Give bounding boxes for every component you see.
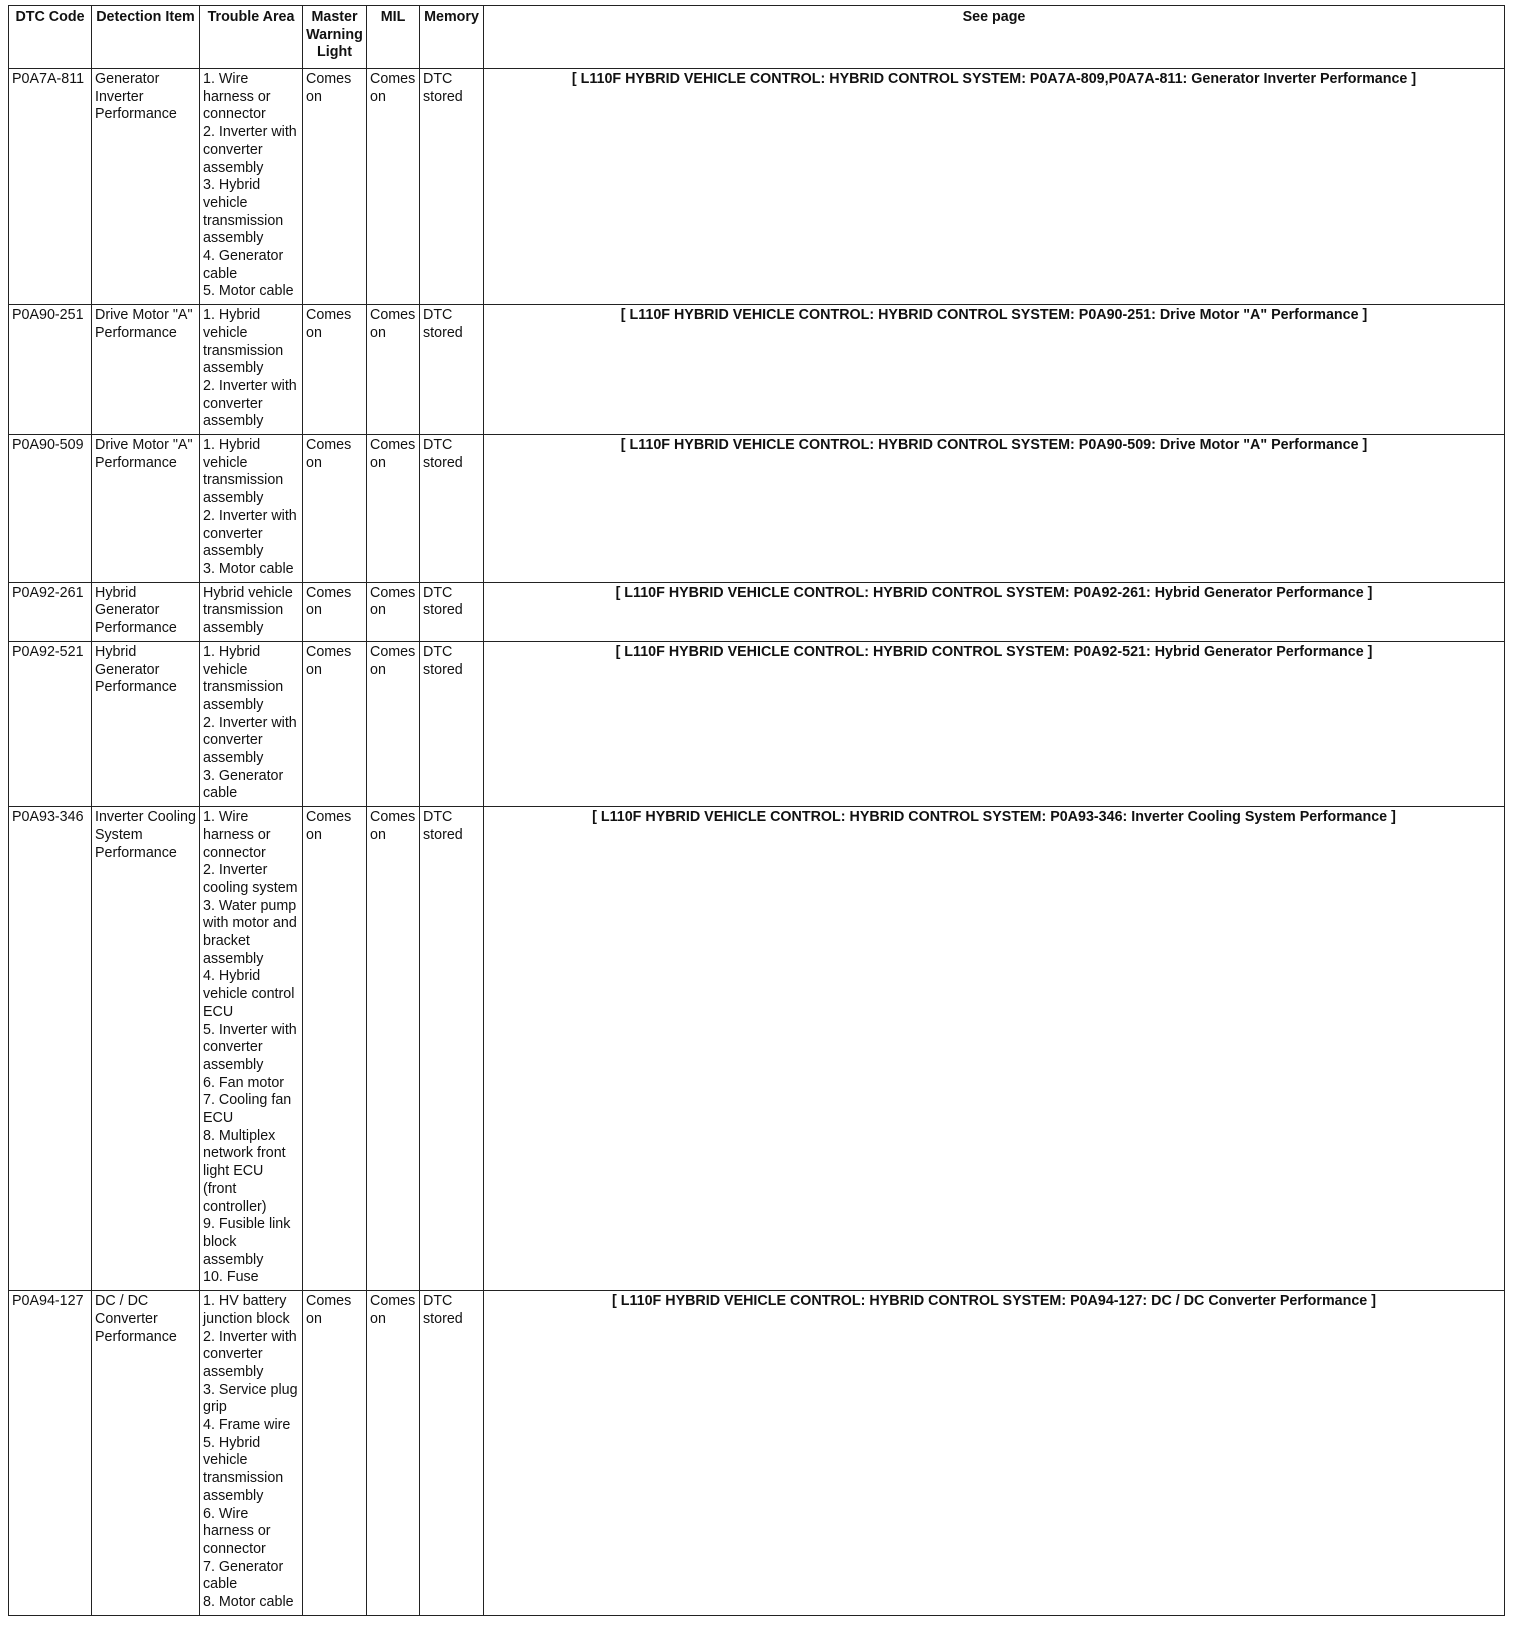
detection-item-cell: Generator Inverter Performance [92,69,200,305]
dtc-code-cell: P0A92-261 [9,582,92,641]
see-page-link[interactable]: [ L110F HYBRID VEHICLE CONTROL: HYBRID CONTROL SYSTEM: P0A93-346: Inverter Cooling System Performance ] [484,807,1505,1291]
header-see-page: See page [484,6,1505,69]
trouble-area-item: 6. Fan motor [203,1074,285,1091]
trouble-area-item: 3. Motor cable [203,560,294,577]
table-row [9,1291,1505,1616]
detection-item-cell: Hybrid Generator Performance [92,641,200,806]
table-row [9,807,1505,1291]
mil-cell: Comes on [367,582,420,641]
trouble-area-item: 5. Hybrid vehicle transmission assembly [203,1434,284,1504]
detection-item-cell: Inverter Cooling System Performance [92,807,200,1291]
trouble-area-item: 8. Motor cable [203,1594,294,1611]
trouble-area-cell [200,69,303,305]
detection-item-cell: Hybrid Generator Performance [92,582,200,641]
detection-item-cell: Drive Motor "A" Performance [92,305,200,435]
memory-cell: DTC stored [420,807,484,1291]
trouble-area-item: 1. Hybrid vehicle transmission assembly [203,437,284,507]
trouble-area-item: 7. Cooling fan ECU [203,1092,292,1127]
table-row [9,435,1505,583]
dtc-table [8,5,1505,1616]
table-row [9,69,1505,305]
master-warning-light-cell: Comes on [303,641,367,806]
master-warning-light-cell: Comes on [303,1291,367,1616]
table-body [9,69,1505,1616]
see-page-link[interactable]: [ L110F HYBRID VEHICLE CONTROL: HYBRID CONTROL SYSTEM: P0A90-251: Drive Motor "A" Performance ] [484,305,1505,435]
trouble-area-item: 1. HV battery junction block [203,1293,290,1327]
trouble-area-item: 5. Motor cable [203,283,294,300]
header-master-warning-light: Master Warning Light [303,6,367,69]
trouble-area-item: 1. Hybrid vehicle transmission assembly [203,643,284,713]
trouble-area-item: 4. Frame wire [203,1417,291,1434]
memory-cell: DTC stored [420,435,484,583]
trouble-area-cell [200,435,303,583]
header-trouble-area: Trouble Area [200,6,303,69]
see-page-link[interactable]: [ L110F HYBRID VEHICLE CONTROL: HYBRID CONTROL SYSTEM: P0A90-509: Drive Motor "A" Performance ] [484,435,1505,583]
header-mil: MIL [367,6,420,69]
header-detection-item: Detection Item [92,6,200,69]
trouble-area-cell [200,305,303,435]
master-warning-light-cell: Comes on [303,305,367,435]
memory-cell: DTC stored [420,582,484,641]
trouble-area-item: 1. Wire harness or connector [203,809,271,861]
trouble-area-cell [200,807,303,1291]
memory-cell: DTC stored [420,69,484,305]
dtc-code-cell: P0A7A-811 [9,69,92,305]
trouble-area-item: 1. Wire harness or connector [203,71,271,123]
detection-item-cell: Drive Motor "A" Performance [92,435,200,583]
mil-cell: Comes on [367,641,420,806]
trouble-area-item: 7. Generator cable [203,1558,284,1593]
header-dtc-code: DTC Code [9,6,92,69]
see-page-link[interactable]: [ L110F HYBRID VEHICLE CONTROL: HYBRID CONTROL SYSTEM: P0A7A-809,P0A7A-811: Generator Inverter Performance ] [484,69,1505,305]
trouble-area-item: 8. Multiplex network front light ECU (front controller) [203,1127,286,1215]
memory-cell: DTC stored [420,1291,484,1616]
master-warning-light-cell: Comes on [303,69,367,305]
trouble-area-item: 6. Wire harness or connector [203,1505,271,1557]
trouble-area-item: 2. Inverter with converter assembly [203,124,297,176]
trouble-area-item: 9. Fusible link block assembly [203,1216,291,1268]
mil-cell: Comes on [367,807,420,1291]
see-page-link[interactable]: [ L110F HYBRID VEHICLE CONTROL: HYBRID CONTROL SYSTEM: P0A92-521: Hybrid Generator Performance ] [484,641,1505,806]
mil-cell: Comes on [367,1291,420,1616]
detection-item-cell: DC / DC Converter Performance [92,1291,200,1616]
see-page-link[interactable]: [ L110F HYBRID VEHICLE CONTROL: HYBRID CONTROL SYSTEM: P0A92-261: Hybrid Generator Performance ] [484,582,1505,641]
trouble-area-item: 2. Inverter with converter assembly [203,377,297,430]
trouble-area-item: 3. Generator cable [203,767,284,802]
mil-cell: Comes on [367,435,420,583]
dtc-code-cell: P0A93-346 [9,807,92,1291]
trouble-area-item: 4. Generator cable [203,248,284,282]
trouble-area-item: 1. Hybrid vehicle transmission assembly [203,307,284,377]
table-header [9,6,1505,69]
mil-cell: Comes on [367,69,420,305]
table-row [9,305,1505,435]
master-warning-light-cell: Comes on [303,582,367,641]
trouble-area-item: 5. Inverter with converter assembly [203,1021,297,1073]
trouble-area-item: 10. Fuse [203,1269,259,1286]
trouble-area-item: 3. Hybrid vehicle transmission assembly [203,177,284,247]
header-row [9,6,1505,69]
trouble-area-cell [200,1291,303,1616]
trouble-area-item: 2. Inverter cooling system [203,862,298,896]
master-warning-light-cell: Comes on [303,807,367,1291]
trouble-area-item: 3. Water pump with motor and bracket assembly [203,897,297,967]
table-row [9,582,1505,641]
header-memory: Memory [420,6,484,69]
dtc-code-cell: P0A90-509 [9,435,92,583]
trouble-area-item: 2. Inverter with converter assembly [203,507,297,560]
dtc-code-cell: P0A90-251 [9,305,92,435]
dtc-code-cell: P0A94-127 [9,1291,92,1616]
trouble-area-item: 2. Inverter with converter assembly [203,714,297,767]
trouble-area-item: 3. Service plug grip [203,1381,298,1416]
mil-cell: Comes on [367,305,420,435]
see-page-link[interactable]: [ L110F HYBRID VEHICLE CONTROL: HYBRID CONTROL SYSTEM: P0A94-127: DC / DC Converter Performance ] [484,1291,1505,1616]
trouble-area-item: 4. Hybrid vehicle control ECU [203,968,295,1020]
dtc-code-cell: P0A92-521 [9,641,92,806]
trouble-area-item: 2. Inverter with converter assembly [203,1328,297,1380]
memory-cell: DTC stored [420,305,484,435]
table-row [9,641,1505,806]
memory-cell: DTC stored [420,641,484,806]
trouble-area-cell [200,582,303,641]
trouble-area-item: Hybrid vehicle transmission assembly [203,584,293,637]
master-warning-light-cell: Comes on [303,435,367,583]
trouble-area-cell [200,641,303,806]
